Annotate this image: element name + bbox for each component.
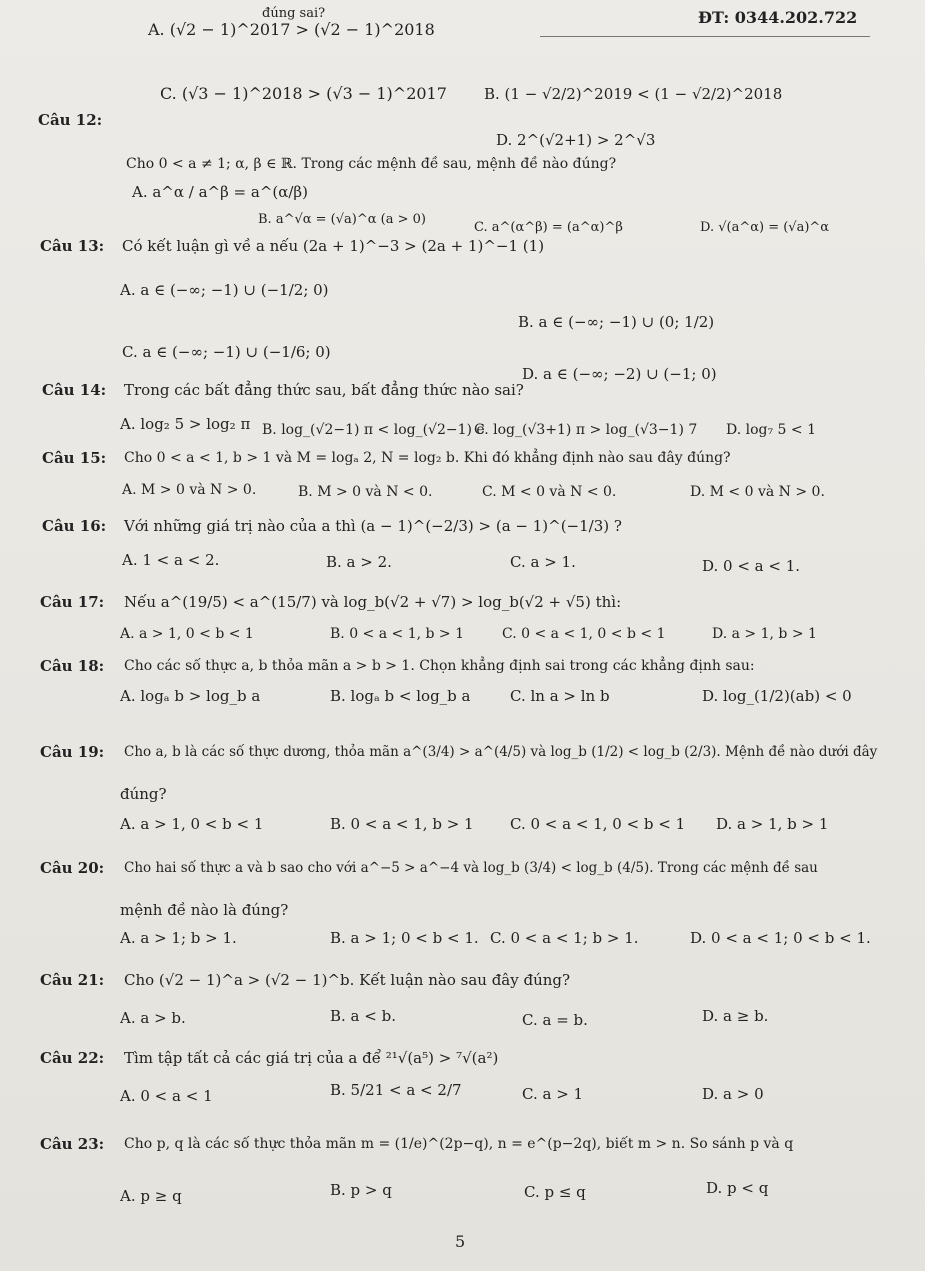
q20-option-c: C. 0 < a < 1; b > 1. — [490, 929, 639, 947]
q21-option-a: A. a > b. — [120, 1009, 186, 1027]
q20-label: Câu 20: — [40, 859, 105, 877]
q18-option-d: D. log_(1/2)(ab) < 0 — [702, 687, 852, 705]
q13-option-d: D. a ∈ (−∞; −2) ∪ (−1; 0) — [522, 365, 717, 383]
q16-option-a: A. 1 < a < 2. — [122, 551, 220, 569]
q11-option-d: D. 2^(√2+1) > 2^√3 — [496, 131, 656, 149]
header-rule — [540, 36, 870, 37]
q21-option-b: B. a < b. — [330, 1007, 396, 1025]
q12-stem: Cho 0 < a ≠ 1; α, β ∈ ℝ. Trong các mệnh đề sau, mệnh đề nào đúng? — [126, 156, 617, 172]
q18-option-c: C. ln a > ln b — [510, 687, 610, 705]
q13-option-a: A. a ∈ (−∞; −1) ∪ (−1/2; 0) — [120, 281, 329, 299]
q20-option-a: A. a > 1; b > 1. — [120, 929, 237, 947]
q22-option-b: B. 5/21 < a < 2/7 — [330, 1081, 462, 1099]
q16-option-c: C. a > 1. — [510, 553, 576, 571]
q16-option-d: D. 0 < a < 1. — [702, 557, 801, 575]
q14-option-d: D. log₇ 5 < 1 — [726, 422, 817, 438]
q22-option-d: D. a > 0 — [702, 1085, 764, 1103]
q11-option-b: B. (1 − √2/2)^2019 < (1 − √2/2)^2018 — [484, 85, 783, 103]
q21-stem: Cho (√2 − 1)^a > (√2 − 1)^b. Kết luận nào sau đây đúng? — [124, 971, 571, 989]
q17-option-c: C. 0 < a < 1, 0 < b < 1 — [502, 626, 666, 642]
page-number: 5 — [455, 1232, 466, 1251]
q22-option-a: A. 0 < a < 1 — [120, 1087, 213, 1105]
q14-option-b: B. log_(√2−1) π < log_(√2−1) e — [262, 422, 485, 438]
q21-option-c: C. a = b. — [522, 1011, 588, 1029]
q19-stem: Cho a, b là các số thực dương, thỏa mãn a^(3/4) > a^(4/5) và log_b (1/2) < log_b (2/3). Mệnh đề nào dưới đây — [124, 744, 878, 760]
q18-label: Câu 18: — [40, 657, 105, 675]
q14-option-a: A. log₂ 5 > log₂ π — [120, 415, 251, 433]
q21-option-d: D. a ≥ b. — [702, 1007, 769, 1025]
q11-option-a: A. (√2 − 1)^2017 > (√2 − 1)^2018 — [148, 20, 435, 39]
q23-option-d: D. p < q — [706, 1179, 769, 1197]
q20-option-d: D. 0 < a < 1; 0 < b < 1. — [690, 929, 871, 947]
q13-option-c: C. a ∈ (−∞; −1) ∪ (−1/6; 0) — [122, 343, 331, 361]
q22-label: Câu 22: — [40, 1049, 105, 1067]
q19-option-a: A. a > 1, 0 < b < 1 — [120, 815, 264, 833]
header-prev-fragment: đúng sai? — [262, 6, 326, 21]
q17-option-a: A. a > 1, 0 < b < 1 — [120, 626, 254, 642]
q17-label: Câu 17: — [40, 593, 105, 611]
q20-stem-cont: mệnh đề nào là đúng? — [120, 901, 289, 919]
q12-label: Câu 12: — [38, 111, 103, 129]
q12-option-a: A. a^α / a^β = a^(α/β) — [132, 183, 308, 201]
q23-option-b: B. p > q — [330, 1181, 392, 1199]
q12-option-d: D. √(a^α) = (√a)^α — [700, 220, 830, 235]
q16-option-b: B. a > 2. — [326, 553, 392, 571]
q13-option-b: B. a ∈ (−∞; −1) ∪ (0; 1/2) — [518, 313, 715, 331]
q17-option-b: B. 0 < a < 1, b > 1 — [330, 626, 465, 642]
q19-option-d: D. a > 1, b > 1 — [716, 815, 829, 833]
q18-option-b: B. logₐ b < log_b a — [330, 687, 471, 705]
q19-option-c: C. 0 < a < 1, 0 < b < 1 — [510, 815, 686, 833]
q15-option-a: A. M > 0 và N > 0. — [122, 482, 257, 498]
q15-stem: Cho 0 < a < 1, b > 1 và M = logₐ 2, N = log₂ b. Khi đó khẳng định nào sau đây đúng? — [124, 450, 731, 466]
q16-label: Câu 16: — [42, 517, 107, 535]
q20-stem: Cho hai số thực a và b sao cho với a^−5 > a^−4 và log_b (3/4) < log_b (4/5). Trong các mệnh đề sau — [124, 860, 818, 876]
q19-option-b: B. 0 < a < 1, b > 1 — [330, 815, 474, 833]
q23-option-a: A. p ≥ q — [120, 1187, 182, 1205]
q12-option-c: C. a^(α^β) = (a^α)^β — [474, 220, 623, 235]
q22-stem: Tìm tập tất cả các giá trị của a để ²¹√(a⁵) > ⁷√(a²) — [124, 1049, 499, 1067]
q23-option-c: C. p ≤ q — [524, 1183, 586, 1201]
q11-option-c: C. (√3 − 1)^2018 > (√3 − 1)^2017 — [160, 84, 447, 103]
q20-option-b: B. a > 1; 0 < b < 1. — [330, 929, 479, 947]
q22-option-c: C. a > 1 — [522, 1085, 584, 1103]
q13-label: Câu 13: — [40, 237, 105, 255]
header-phone: ĐT: 0344.202.722 — [698, 8, 858, 27]
q15-label: Câu 15: — [42, 449, 107, 467]
q14-option-c: C. log_(√3+1) π > log_(√3−1) 7 — [474, 422, 698, 438]
q17-stem: Nếu a^(19/5) < a^(15/7) và log_b(√2 + √7) > log_b(√2 + √5) thì: — [124, 593, 622, 611]
q15-option-d: D. M < 0 và N > 0. — [690, 484, 825, 500]
q16-stem: Với những giá trị nào của a thì (a − 1)^(−2/3) > (a − 1)^(−1/3) ? — [124, 517, 622, 535]
q19-label: Câu 19: — [40, 743, 105, 761]
q19-stem-cont: đúng? — [120, 785, 167, 803]
q21-label: Câu 21: — [40, 971, 105, 989]
q23-stem: Cho p, q là các số thực thỏa mãn m = (1/e)^(2p−q), n = e^(p−2q), biết m > n. So sánh p và q — [124, 1136, 794, 1152]
q15-option-c: C. M < 0 và N < 0. — [482, 484, 617, 500]
q23-label: Câu 23: — [40, 1135, 105, 1153]
q18-stem: Cho các số thực a, b thỏa mãn a > b > 1. Chọn khẳng định sai trong các khẳng định sau: — [124, 658, 755, 674]
q12-option-b: B. a^√α = (√a)^α (a > 0) — [258, 212, 426, 227]
q17-option-d: D. a > 1, b > 1 — [712, 626, 817, 642]
q14-stem: Trong các bất đẳng thức sau, bất đẳng thức nào sai? — [124, 381, 524, 399]
q13-stem: Có kết luận gì về a nếu (2a + 1)^−3 > (2a + 1)^−1 (1) — [122, 237, 545, 255]
q15-option-b: B. M > 0 và N < 0. — [298, 484, 433, 500]
q14-label: Câu 14: — [42, 381, 107, 399]
q18-option-a: A. logₐ b > log_b a — [120, 687, 261, 705]
